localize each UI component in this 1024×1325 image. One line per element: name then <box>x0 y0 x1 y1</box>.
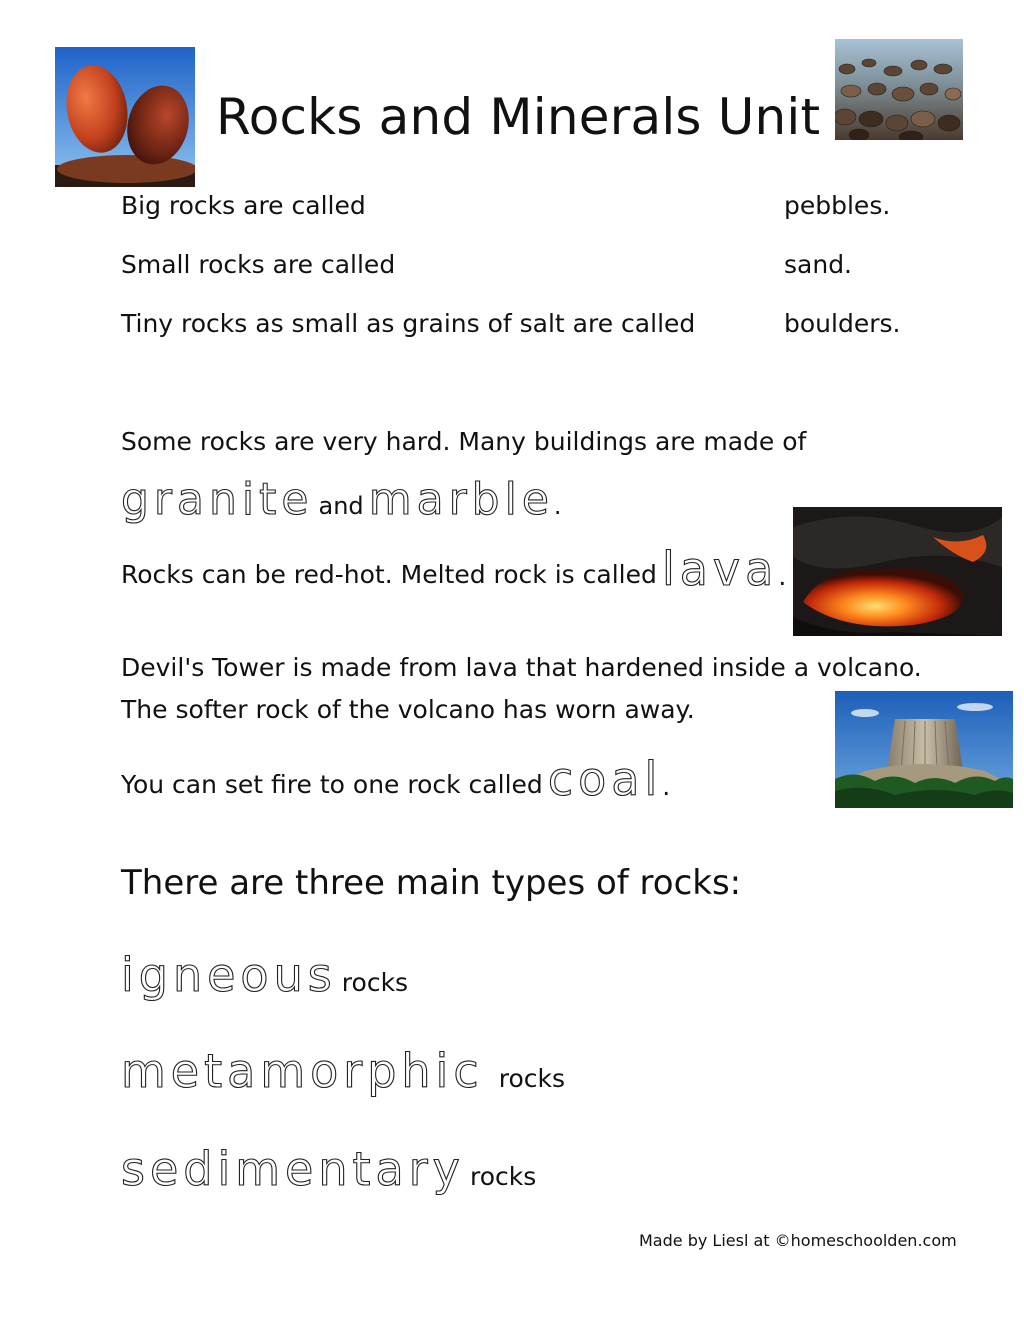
page-title: Rocks and Minerals Unit <box>216 88 821 146</box>
type-item-igneous <box>121 948 409 1002</box>
credit-footer: Made by Liesl at ©homeschoolden.com <box>639 1231 957 1250</box>
rocks-label: rocks <box>341 968 409 997</box>
rocks-label: rocks <box>498 1064 565 1093</box>
lava-line <box>121 542 787 596</box>
hard-rocks-sentence: Some rocks are very hard. Many buildings are made of <box>121 427 807 456</box>
devils-tower-line-2: The softer rock of the volcano has worn away. <box>121 695 695 724</box>
matching-left-2: Small rocks are called <box>121 250 396 279</box>
lava-sentence: Rocks can be red-hot. Melted rock is called <box>121 560 657 589</box>
trace-word-coal: coal <box>547 752 663 806</box>
devils-tower-line-1: Devil's Tower is made from lava that hardened inside a volcano. <box>121 653 922 682</box>
type-item-metamorphic <box>121 1044 565 1098</box>
balancing-boulders-photo <box>55 47 195 187</box>
coal-line <box>121 752 671 806</box>
pebbles-photo <box>835 39 963 140</box>
trace-word-granite: granite <box>121 474 314 525</box>
devils-tower-photo <box>835 691 1013 808</box>
matching-left-1: Big rocks are called <box>121 191 366 220</box>
rocks-label: rocks <box>469 1162 537 1191</box>
matching-right-2: sand. <box>784 250 853 279</box>
coal-sentence: You can set fire to one rock called <box>121 770 543 799</box>
matching-left-3: Tiny rocks as small as grains of salt are called <box>121 309 696 338</box>
types-heading: There are three main types of rocks: <box>121 863 742 903</box>
matching-right-1: pebbles. <box>784 191 891 220</box>
trace-word-igneous: igneous <box>121 948 337 1002</box>
trace-word-marble: marble <box>368 474 554 525</box>
trace-word-lava: lava <box>661 542 779 596</box>
period: . <box>778 562 787 591</box>
period: . <box>662 772 671 801</box>
trace-word-sedimentary: sedimentary <box>121 1142 465 1196</box>
matching-right-3: boulders. <box>784 309 901 338</box>
lava-flow-photo <box>793 507 1002 636</box>
granite-marble-line <box>121 474 562 525</box>
connector-and: and <box>318 492 364 520</box>
trace-word-metamorphic: metamorphic <box>121 1044 484 1098</box>
type-item-sedimentary <box>121 1142 537 1196</box>
period: . <box>553 492 562 520</box>
